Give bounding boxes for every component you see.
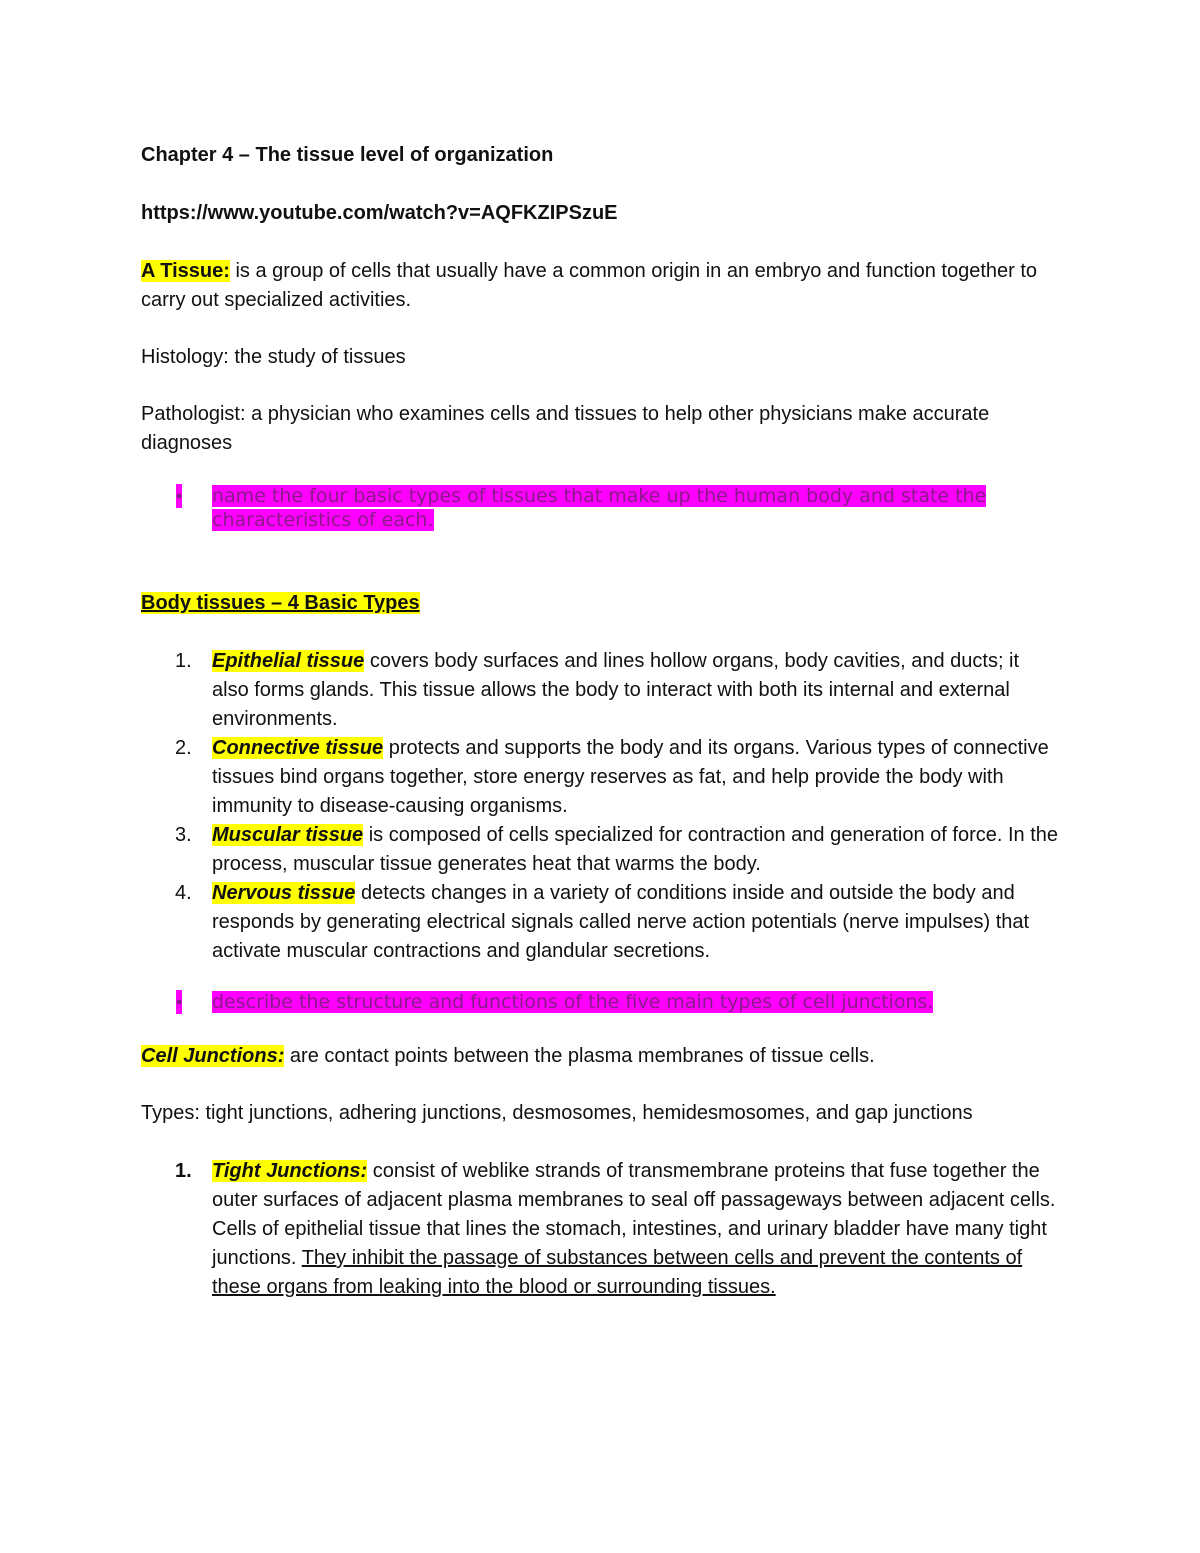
bullet-icon: •: [176, 486, 183, 506]
chapter-title: Chapter 4 – The tissue level of organization: [141, 144, 554, 166]
list-item-number: 3.: [175, 824, 192, 846]
video-link[interactable]: https://www.youtube.com/watch?v=AQFKZIPSzuE: [141, 202, 618, 224]
tissue-term: A Tissue:: [141, 260, 230, 282]
list-item-number: 2.: [175, 737, 192, 759]
list-item-text: is composed of cells specialized for contraction and generation of force. In the process, muscular tissue generates heat that warms the body.: [212, 824, 1059, 875]
list-item-text: covers body surfaces and lines hollow organs, body cavities, and ducts; it also forms glands. This tissue allows the body to interact with both its internal and external environments.: [212, 650, 1020, 730]
cell-junctions-definition: [141, 1042, 1061, 1071]
list-item-text: detects changes in a variety of conditions inside and outside the body and responds by generating electrical signals called nerve action potentials (nerve impulses) that activate muscular contractions and glandular secretions.: [212, 882, 1030, 962]
objective-2-text: describe the structure and functions of the five main types of cell junctions.: [212, 991, 934, 1013]
cell-junctions-term: Cell Junctions:: [141, 1045, 285, 1067]
list-item-term: Epithelial tissue: [212, 650, 365, 672]
list-item: [141, 647, 1061, 734]
learning-objective-1: [176, 484, 1066, 532]
tissue-types-list: [141, 647, 1061, 966]
histology-line: Histology: the study of tissues: [141, 346, 406, 368]
junction-types-line: Types: tight junctions, adhering junctions, desmosomes, hemidesmosomes, and gap junctions: [141, 1102, 973, 1124]
cell-junctions-text: are contact points between the plasma membranes of tissue cells.: [284, 1045, 875, 1067]
list-item-term: Nervous tissue: [212, 882, 356, 904]
list-item-number: 1.: [175, 650, 192, 672]
body-tissues-heading: Body tissues – 4 Basic Types: [141, 592, 420, 614]
list-item-text: consist of weblike strands of transmembrane proteins that fuse together the outer surfaces of adjacent plasma membranes to seal off passageways between adjacent cells. Cells of epithelial tissue that lines the stomach, intestines, and urinary bladder have many tight junctions.: [212, 1160, 1056, 1269]
tissue-definition-text: is a group of cells that usually have a common origin in an embryo and function together to carry out specialized activities.: [141, 260, 1038, 311]
pathologist-line: Pathologist: a physician who examines cells and tissues to help other physicians make accurate diagnoses: [141, 403, 990, 454]
list-item-term: Muscular tissue: [212, 824, 364, 846]
list-item-term: Connective tissue: [212, 737, 384, 759]
objective-1-text: name the four basic types of tissues that make up the human body and state the characteristics of each.: [212, 485, 987, 531]
list-item-number: 1.: [175, 1160, 192, 1182]
bullet-icon: •: [176, 992, 183, 1012]
list-item-underlined-text: They inhibit the passage of substances between cells and prevent the contents of these organs from leaking into the blood or surrounding tissues.: [212, 1247, 1023, 1298]
tissue-definition: [141, 257, 1061, 315]
list-item: [141, 821, 1061, 879]
list-item: [141, 734, 1061, 821]
list-item: [141, 1157, 1061, 1302]
junctions-list: [141, 1157, 1061, 1302]
list-item-text: protects and supports the body and its organs. Various types of connective tissues bind organs together, store energy reserves as fat, and help provide the body with immunity to disease-causing organisms.: [212, 737, 1049, 817]
list-item-number: 4.: [175, 882, 192, 904]
list-item: [141, 879, 1061, 966]
learning-objective-2: [176, 990, 1066, 1014]
list-item-term: Tight Junctions:: [212, 1160, 368, 1182]
